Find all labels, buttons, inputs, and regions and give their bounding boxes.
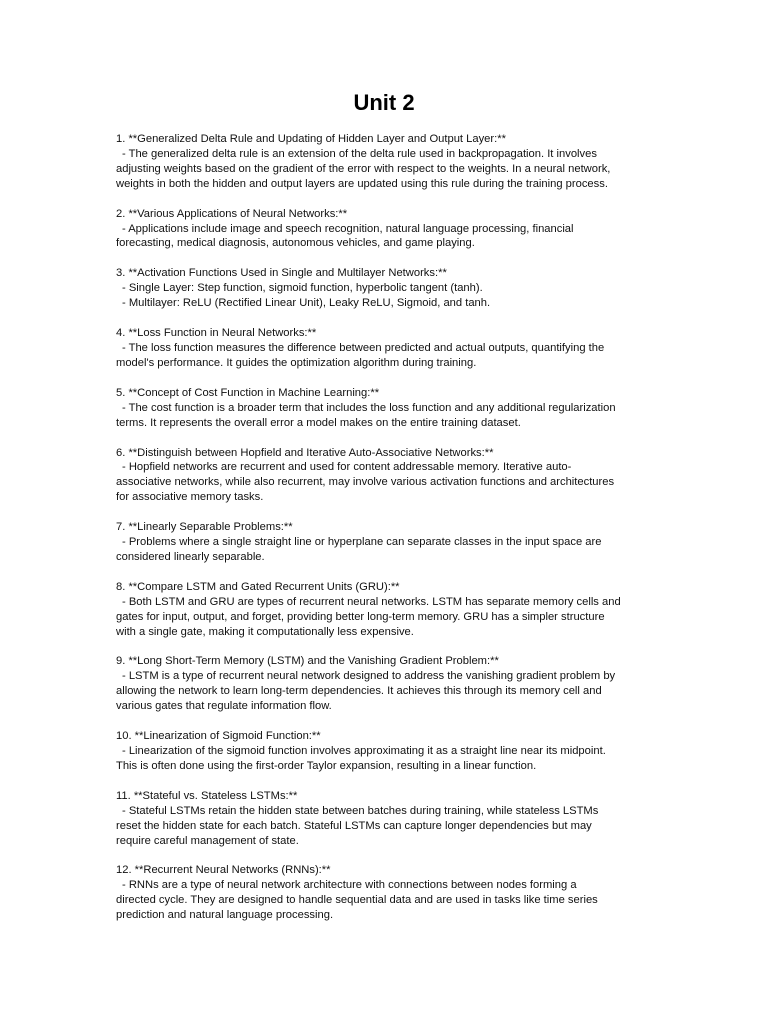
item-heading: 9. **Long Short-Term Memory (LSTM) and the Vanishing Gradient Problem:** (116, 655, 499, 668)
list-item (116, 580, 662, 640)
item-text-line: various gates that regulate information flow. (116, 700, 332, 713)
item-text-line: prediction and natural language processing. (116, 909, 334, 922)
item-text-line: model's performance. It guides the optimization algorithm during training. (116, 356, 477, 369)
item-text-line: reset the hidden state for each batch. Stateful LSTMs can capture longer dependencies but may (116, 819, 592, 832)
item-text-line: weights in both the hidden and output layers are updated using this rule during the training process. (116, 177, 608, 190)
item-text-line: - The loss function measures the difference between predicted and actual outputs, quantifying the (122, 341, 605, 354)
item-heading: 1. **Generalized Delta Rule and Updating of Hidden Layer and Output Layer:** (116, 133, 506, 145)
item-text-line: - Linearization of the sigmoid function involves approximating it as a straight line near its midpoint. (122, 745, 606, 757)
list-item (116, 326, 662, 371)
item-text-line: - Both LSTM and GRU are types of recurrent neural networks. LSTM has separate memory cells and (122, 595, 621, 608)
list-item (116, 789, 662, 849)
item-text-line: - Hopfield networks are recurrent and used for content addressable memory. Iterative auto- (122, 461, 572, 474)
item-heading: 3. **Activation Functions Used in Single and Multilayer Networks:** (116, 267, 447, 280)
item-text-line: allowing the network to learn long-term dependencies. It achieves this through its memory cell and (116, 685, 602, 698)
item-text-line: adjusting weights based on the gradient of the error with respect to the weights. In a neural network, (116, 162, 611, 175)
list-item (116, 863, 662, 923)
item-heading: 7. **Linearly Separable Problems:** (116, 521, 293, 534)
item-text-line: forecasting, medical diagnosis, autonomous vehicles, and game playing. (116, 237, 475, 250)
item-text-line: - The generalized delta rule is an extension of the delta rule used in backpropagation. It involves (122, 147, 597, 160)
item-text-line: - Stateful LSTMs retain the hidden state between batches during training, while stateless LSTMs (122, 804, 599, 817)
list-item (116, 266, 662, 311)
item-text-line: - Applications include image and speech recognition, natural language processing, financial (122, 222, 574, 235)
item-text-line: considered linearly separable. (116, 550, 265, 563)
item-text-line: directed cycle. They are designed to handle sequential data and are used in tasks like time series (116, 894, 598, 907)
item-heading: 10. **Linearization of Sigmoid Function:** (116, 730, 321, 743)
item-text-line: - Multilayer: ReLU (Rectified Linear Unit), Leaky ReLU, Sigmoid, and tanh. (122, 297, 491, 310)
item-heading: 5. **Concept of Cost Function in Machine Learning:** (116, 386, 380, 399)
item-text-line: - Problems where a single straight line or hyperplane can separate classes in the input space are (122, 536, 602, 549)
list-item (116, 386, 662, 431)
item-text-line: terms. It represents the overall error a model makes on the entire training dataset. (116, 416, 521, 429)
page-title: Unit 2 (353, 90, 415, 115)
item-text-line: - RNNs are a type of neural network architecture with connections between nodes forming a (122, 879, 577, 892)
item-text-line: for associative memory tasks. (116, 491, 264, 504)
item-text-line: gates for input, output, and forget, providing better long-term memory. GRU has a simpler structure (116, 610, 605, 623)
list-item (116, 132, 662, 192)
item-text-line: with a single gate, making it computationally less expensive. (116, 625, 414, 638)
list-item (116, 446, 662, 506)
item-heading: 6. **Distinguish between Hopfield and Iterative Auto-Associative Networks:** (116, 446, 494, 459)
item-text-line: - LSTM is a type of recurrent neural network designed to address the vanishing gradient problem by (122, 670, 616, 683)
item-text-line: - The cost function is a broader term that includes the loss function and any additional regularization (122, 401, 616, 414)
list-item (116, 520, 662, 565)
item-text-line: - Single Layer: Step function, sigmoid function, hyperbolic tangent (tanh). (122, 282, 483, 295)
item-text-line: This is often done using the first-order Taylor expansion, resulting in a linear function. (116, 759, 537, 772)
list-item (116, 654, 662, 714)
item-text-line: require careful management of state. (116, 834, 299, 847)
list-item (116, 207, 662, 252)
item-text-line: associative networks, while also recurrent, may involve various activation functions and architectures (116, 476, 615, 489)
item-heading: 12. **Recurrent Neural Networks (RNNs):** (116, 864, 331, 877)
item-heading: 2. **Various Applications of Neural Networks:** (116, 207, 348, 220)
item-heading: 8. **Compare LSTM and Gated Recurrent Units (GRU):** (116, 580, 400, 593)
question-list (116, 132, 662, 938)
item-heading: 11. **Stateful vs. Stateless LSTMs:** (116, 789, 298, 802)
item-heading: 4. **Loss Function in Neural Networks:** (116, 327, 317, 340)
list-item (116, 729, 662, 774)
